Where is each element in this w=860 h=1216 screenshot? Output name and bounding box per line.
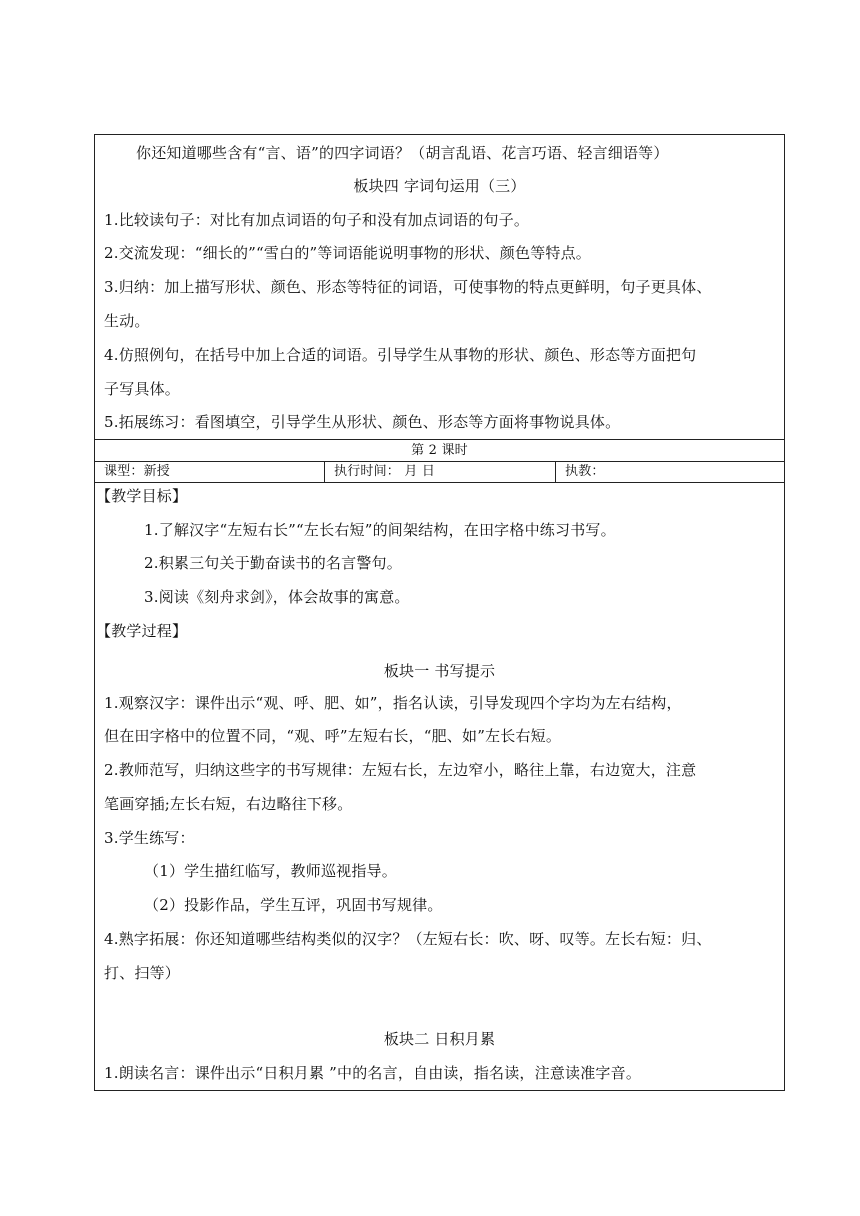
lesson-teacher: 执教：: [565, 464, 605, 479]
list-item: 生动。: [104, 312, 150, 330]
list-item: 4.仿照例句，在括号中加上合适的词语。引导学生从事物的形状、颜色、形态等方面把句: [104, 346, 697, 364]
divider-lesson-title: [94, 461, 785, 462]
process-line: 打、扫等）: [104, 964, 181, 982]
list-item: 5.拓展练习：看图填空，引导学生从形状、颜色、形态等方面将事物说具体。: [104, 413, 621, 431]
divider-top-section: [94, 439, 785, 440]
objectives-heading: 【教学目标】: [96, 487, 188, 505]
meta-divider-1: [324, 461, 325, 482]
lesson-type: 课型：新授: [104, 464, 171, 479]
process-heading: 【教学过程】: [96, 622, 188, 640]
objective-item: 1.了解汉字“左短右长”“左长右短”的间架结构，在田字格中练习书写。: [144, 521, 616, 539]
list-item: 3.归纳：加上描写形状、颜色、形态等特征的词语，可使事物的特点更鲜明，句子更具体、: [104, 278, 712, 296]
meta-divider-2: [555, 461, 556, 482]
list-item: 子写具体。: [104, 380, 181, 398]
divider-lesson-meta: [94, 482, 785, 483]
lesson-title: 第 2 课时: [411, 443, 468, 458]
process-line: （1）学生描红临写，教师巡视指导。: [144, 862, 397, 880]
process-line: 1.朗读名言：课件出示“日积月累 ”中的名言，自由读，指名读，注意读准字音。: [104, 1064, 642, 1082]
block2-title: 板块二 日积月累: [383, 1030, 496, 1048]
process-line: 但在田字格中的位置不同，“观、呼”左短右长，“肥、如”左长右短。: [104, 727, 562, 745]
block1-title: 板块一 书写提示: [383, 662, 496, 680]
objective-item: 3.阅读《刻舟求剑》，体会故事的寓意。: [144, 588, 410, 606]
objective-item: 2.积累三句关于勤奋读书的名言警句。: [144, 554, 402, 572]
lesson-time: 执行时间： 月 日: [334, 464, 436, 479]
section-title-block4: 板块四 字词句运用（三）: [353, 177, 526, 195]
process-line: 4.熟字拓展：你还知道哪些结构类似的汉字？（左短右长：吹、呀、叹等。左长右短：归、: [104, 930, 712, 948]
list-item: 1.比较读句子：对比有加点词语的句子和没有加点词语的句子。: [104, 211, 530, 229]
process-line: 1.观察汉字：课件出示“观、呼、肥、如”，指名认读，引导发现四个字均为左右结构，: [104, 694, 682, 712]
intro-line: 你还知道哪些含有“言、语”的四字词语？（胡言乱语、花言巧语、轻言细语等）: [136, 144, 669, 162]
process-line: （2）投影作品，学生互评，巩固书写规律。: [144, 896, 443, 914]
process-line: 2.教师范写，归纳这些字的书写规律：左短右长，左边窄小，略往上靠，右边宽大，注意: [104, 761, 697, 779]
process-line: 笔画穿插;左长右短，右边略往下移。: [104, 795, 353, 813]
list-item: 2.交流发现：“细长的”“雪白的”等词语能说明事物的形状、颜色等特点。: [104, 244, 591, 262]
process-line: 3.学生练写：: [104, 829, 195, 847]
